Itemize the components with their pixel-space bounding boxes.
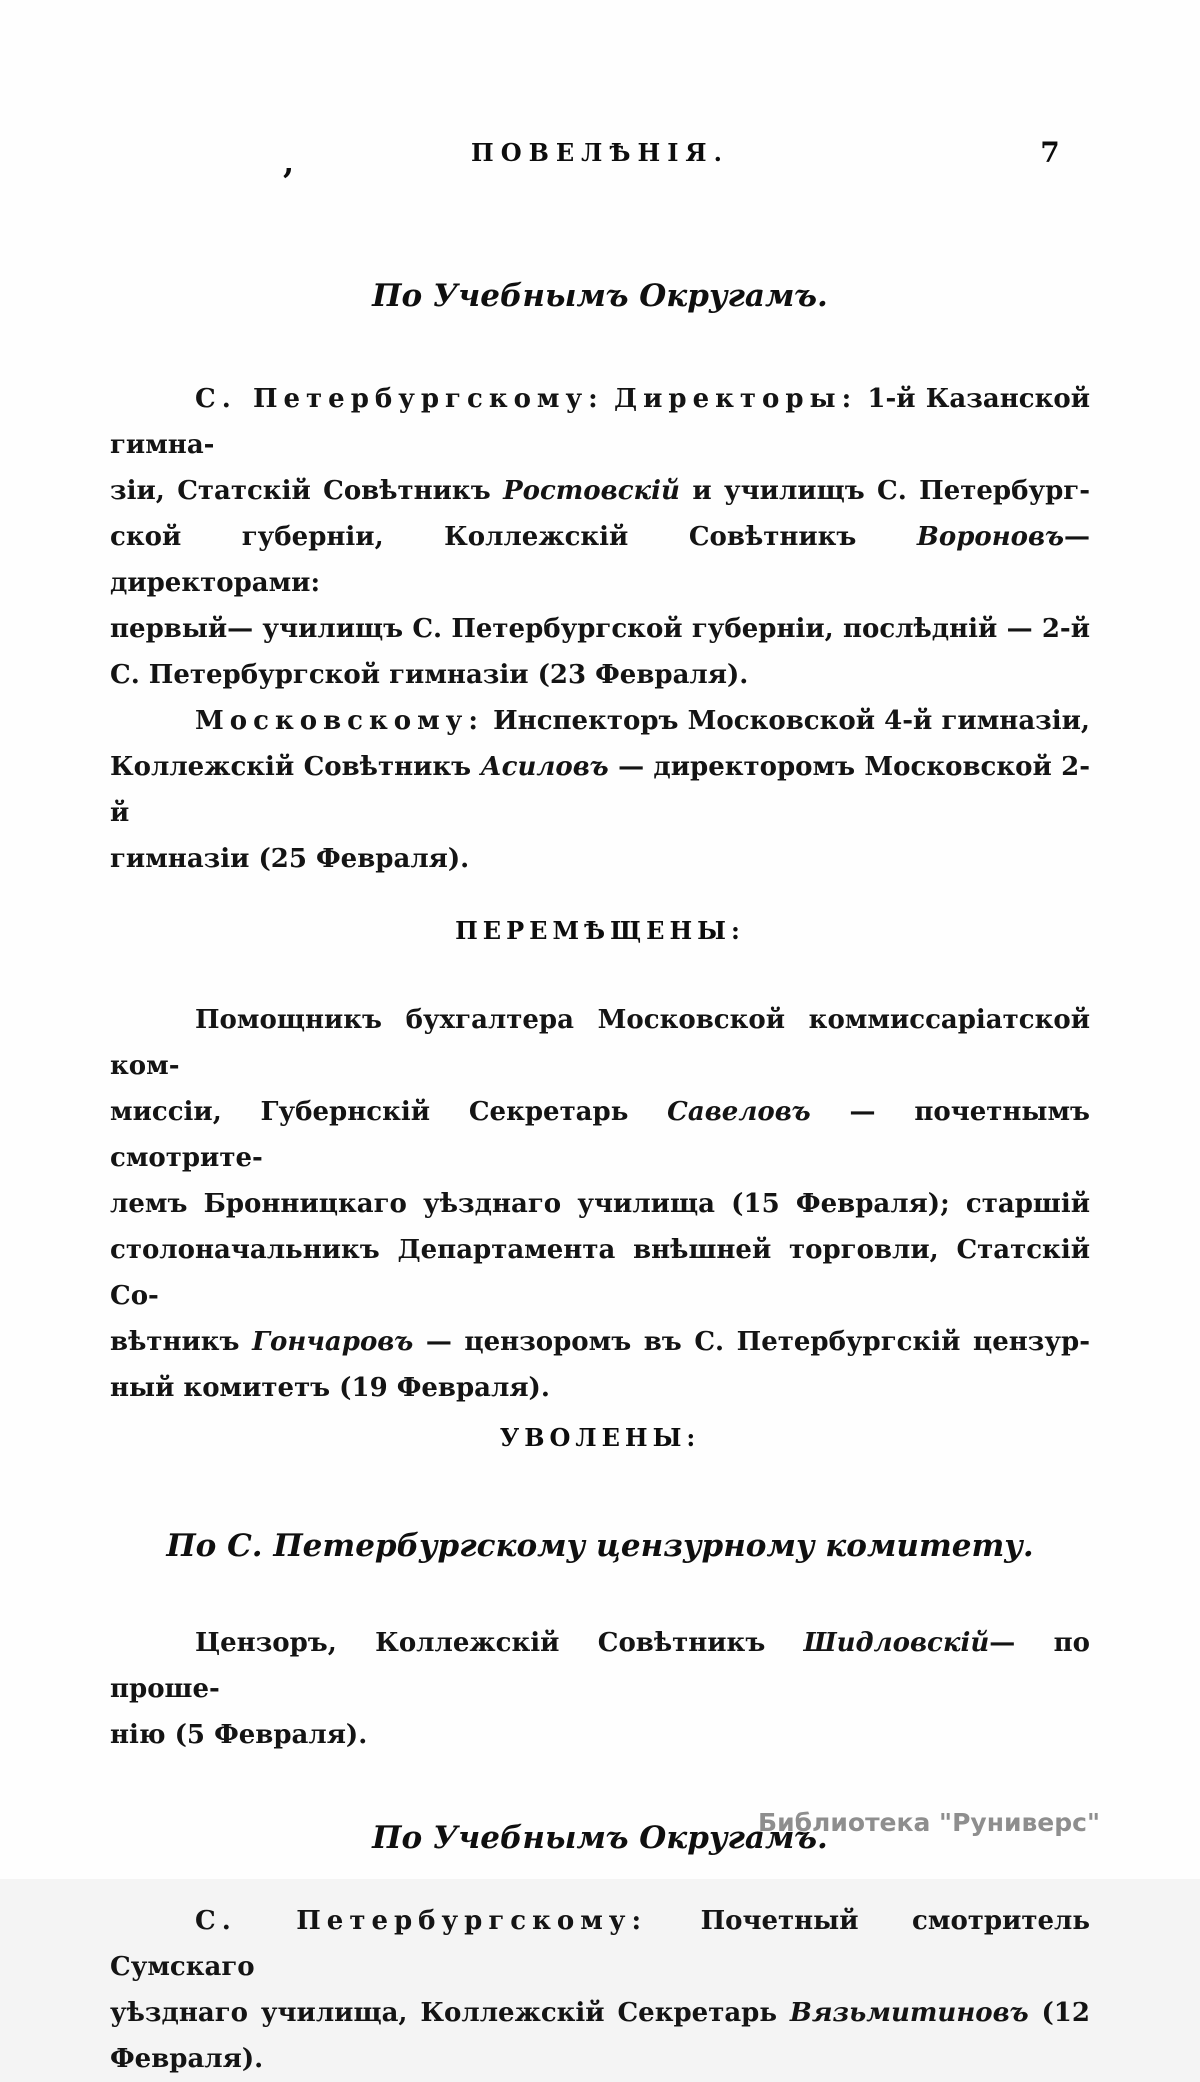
person-name: Асиловъ xyxy=(480,752,609,782)
text-segment: Инспекторъ Московской 4-й гимназіи, xyxy=(483,706,1090,736)
text-segment: ской губерніи, Коллежскій Совѣтникъ xyxy=(110,522,917,552)
text-line xyxy=(110,1898,1090,1990)
text-segment: лемъ Бронницкаго уѣзднаго училища (15 Февраля); старшій xyxy=(110,1189,1090,1219)
text-segment: и училищъ С. Петербург- xyxy=(679,476,1090,506)
person-name: Вороновъ xyxy=(916,522,1064,552)
text-line xyxy=(110,606,1090,652)
text-line xyxy=(110,744,1090,836)
text-segment: Московскому: xyxy=(195,706,484,736)
text-segment: Февраля). xyxy=(110,2044,264,2074)
paragraph-censor-dismissed xyxy=(110,1620,1090,1758)
person-name: Вязьмитиновъ xyxy=(789,1998,1029,2028)
text-segment: Почетный смотритель Сумскаго xyxy=(110,1906,1090,1982)
text-segment: — директорами: xyxy=(110,522,1090,598)
text-segment: — почетнымъ смотрите- xyxy=(110,1097,1090,1173)
text-line xyxy=(110,1181,1090,1227)
text-segment: Цензоръ, Коллежскій Совѣтникъ xyxy=(195,1628,804,1658)
person-name: Ростовскій xyxy=(503,476,680,506)
text-segment: 1-й Казанской гимна- xyxy=(110,384,1090,460)
text-line xyxy=(110,698,1090,744)
person-name: Шидловскій xyxy=(803,1628,990,1658)
paragraph-petersburg-directors xyxy=(110,376,1090,698)
page-body xyxy=(110,0,1090,2082)
text-line xyxy=(110,1990,1090,2036)
text-line xyxy=(110,514,1090,606)
text-segment: гимназіи (25 Февраля). xyxy=(110,844,470,874)
heading-uvoleny: УВОЛЕНЫ: xyxy=(499,1423,701,1452)
text-segment: — по проше- xyxy=(110,1628,1090,1704)
text-segment: столоначальникъ Департамента внѣшней торговли, Статскій Со- xyxy=(110,1235,1090,1311)
text-line xyxy=(110,1319,1090,1365)
text-line xyxy=(110,1089,1090,1181)
text-segment: С. Петербургскому: xyxy=(195,384,604,414)
text-segment: первый— училищъ С. Петербургской губерніи, послѣдній — 2-й xyxy=(110,614,1090,644)
paragraph-transfers xyxy=(110,997,1090,1411)
paragraph-honorary-supervisor xyxy=(110,1898,1090,2082)
heading-uchebnym-okrugam-1: По Учебнымъ Округамъ. xyxy=(372,278,828,314)
page-number: 7 xyxy=(1040,136,1060,169)
text-segment: Директоры: xyxy=(613,384,858,414)
heading-peremescheny: ПЕРЕМѢЩЕНЫ: xyxy=(455,916,745,945)
text-segment: — цензоромъ въ С. Петербургскій цензур- xyxy=(413,1327,1090,1357)
ink-artifact-mark: , xyxy=(283,143,295,181)
person-name: Гончаровъ xyxy=(252,1327,414,1357)
text-line xyxy=(110,376,1090,468)
paragraph-moscow-inspector xyxy=(110,698,1090,882)
text-segment: Помощникъ бухгалтера Московской коммиссаріатской ком- xyxy=(110,1005,1090,1081)
text-line xyxy=(110,1712,1090,1758)
text-segment: уѣзднаго училища, Коллежскій Секретарь xyxy=(110,1998,790,2028)
heading-uchebnym-okrugam-2: По Учебнымъ Округамъ. xyxy=(372,1820,828,1856)
library-watermark: Библиотека "Руниверс" xyxy=(758,1808,1100,1837)
person-name: Савеловъ xyxy=(667,1097,811,1127)
heading-censorship-committee: По С. Петербургскому цензурному комитету. xyxy=(166,1528,1034,1564)
text-segment: вѣтникъ xyxy=(110,1327,253,1357)
text-segment: С. Петербургскому: xyxy=(195,1906,648,1936)
text-segment: Коллежскій Совѣтникъ xyxy=(110,752,481,782)
text-segment: — директоромъ Московской 2-й xyxy=(110,752,1090,828)
running-header-title: ПОВЕЛѢНІЯ. xyxy=(471,138,729,167)
text-segment: зіи, Статскій Совѣтникъ xyxy=(110,476,504,506)
text-line xyxy=(110,468,1090,514)
text-line xyxy=(110,652,1090,698)
text-line xyxy=(110,1227,1090,1319)
text-line xyxy=(110,836,1090,882)
text-segment: ный комитетъ (19 Февраля). xyxy=(110,1373,550,1403)
text-line xyxy=(110,2036,1090,2082)
text-segment: нію (5 Февраля). xyxy=(110,1720,368,1750)
text-segment xyxy=(604,384,614,414)
text-segment: (12 xyxy=(1028,1998,1090,2028)
text-line xyxy=(110,1620,1090,1712)
text-line xyxy=(110,1365,1090,1411)
text-segment: С. Петербургской гимназіи (23 Февраля). xyxy=(110,660,749,690)
text-segment: миссіи, Губернскій Секретарь xyxy=(110,1097,668,1127)
text-line xyxy=(110,997,1090,1089)
